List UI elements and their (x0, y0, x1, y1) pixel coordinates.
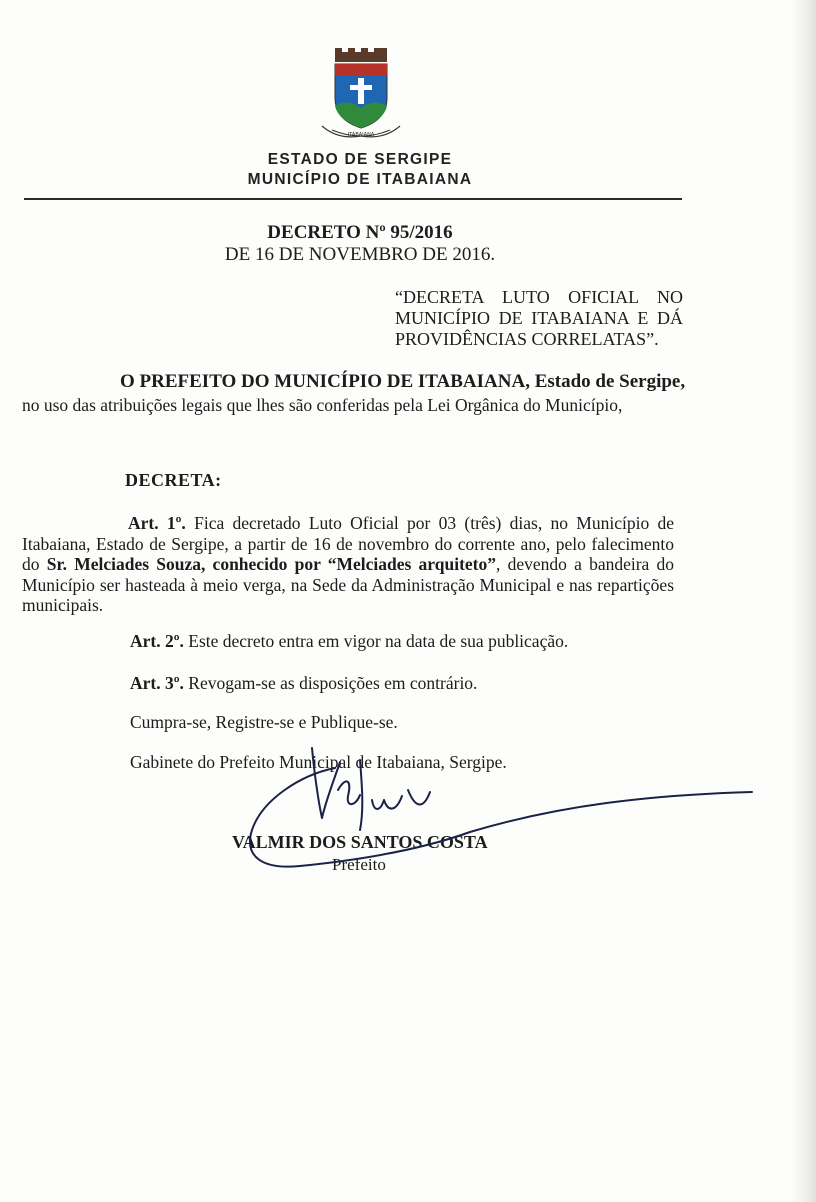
state-heading: ESTADO DE SERGIPE (267, 151, 453, 168)
article-1-text-b: , devendo a bandeira do Município ser hasteada à meio verga, na Sede da Administração Municipal e nas repartições municipais. (22, 554, 675, 615)
coat-of-arms-icon (318, 48, 404, 140)
article-2-text: Este decreto entra em vigor na data de sua publicação. (183, 631, 569, 651)
article-1-text-a: Fica decretado Luto Oficial por 03 (três) dias, no Município de Itabaiana, Estado de Sergipe, a partir de 16 de novembro do corrente ano, pelo falecimento do (22, 513, 675, 574)
article-1 (22, 513, 674, 616)
article-2 (130, 631, 568, 652)
article-3 (130, 673, 477, 694)
signer-role: Prefeito (332, 855, 386, 874)
closing-formula: Cumpra-se, Registre-se e Publique-se. (130, 712, 398, 732)
article-3-label: Art. 3º. (130, 673, 184, 693)
decree-date: DE 16 DE NOVEMBRO DE 2016. (224, 244, 496, 265)
decree-title: DECRETO Nº 95/2016 (267, 222, 453, 243)
office-line: Gabinete do Prefeito Municipal de Itabaiana, Sergipe. (130, 752, 507, 772)
paper-edge-shadow (790, 0, 816, 1202)
preamble-line-1: O PREFEITO DO MUNICÍPIO DE ITABAIANA, Estado de Sergipe, (120, 371, 686, 392)
article-3-text: Revogam-se as disposições em contrário. (183, 673, 478, 693)
crest-ribbon-text: ITABAIANA (347, 132, 375, 138)
article-1-text-bold: Sr. Melciades Souza, conhecido por “Melciades arquiteto” (46, 554, 497, 574)
preamble-line-2: no uso das atribuições legais que lhes são conferidas pela Lei Orgânica do Município, (22, 395, 623, 415)
header-divider (24, 198, 682, 200)
article-2-label: Art. 2º. (130, 631, 184, 651)
decree-summary: “DECRETA LUTO OFICIAL NO MUNICÍPIO DE ITABAIANA E DÁ PROVIDÊNCIAS CORRELATAS”. (395, 287, 683, 349)
municipality-heading: MUNICÍPIO DE ITABAIANA (247, 171, 473, 188)
article-1-label: Art. 1º. (128, 513, 186, 533)
decreta-heading: DECRETA: (125, 470, 222, 490)
signer-name: VALMIR DOS SANTOS COSTA (232, 832, 488, 852)
